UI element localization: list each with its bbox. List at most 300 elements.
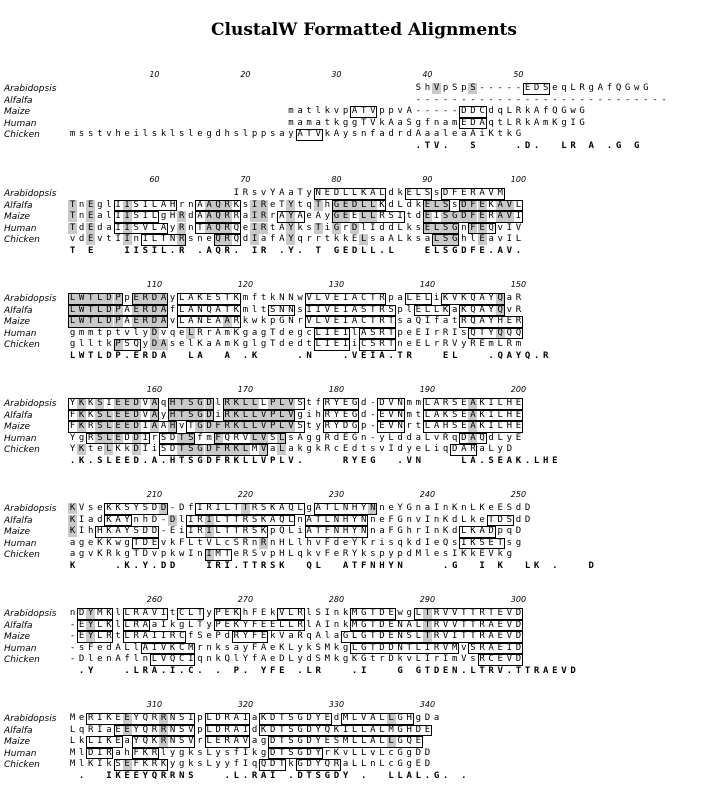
consensus-residue: . [215, 665, 221, 676]
residue: R [133, 619, 139, 630]
residue: E [342, 398, 349, 408]
residue: E [461, 409, 467, 420]
residue: l [324, 631, 331, 641]
residue: H [406, 713, 412, 723]
residue: e [233, 549, 240, 559]
residue: K [260, 514, 267, 525]
residue: s [288, 432, 294, 443]
residue: - [497, 94, 503, 105]
residue: V [306, 293, 312, 303]
residue: D [342, 421, 349, 431]
residue: S [251, 549, 258, 559]
residue: R [324, 409, 331, 420]
residue: N [361, 526, 367, 536]
residue: T [461, 619, 467, 630]
residue: S [215, 293, 221, 303]
consensus-residue: T [306, 770, 312, 781]
residue: C [179, 631, 185, 641]
residue: L [515, 199, 522, 210]
residue: R [224, 724, 230, 735]
residue: L [288, 514, 294, 525]
residue: A [160, 222, 167, 233]
residue: t [106, 234, 112, 244]
residue: H [169, 211, 176, 221]
residue: E [342, 409, 349, 420]
residue: E [115, 713, 121, 723]
residue: g [179, 759, 185, 769]
residue: L [388, 432, 394, 443]
residue: E [224, 619, 230, 630]
residue: k [333, 654, 340, 664]
residue: G [279, 316, 285, 326]
residue: - [579, 94, 585, 105]
residue: - [506, 94, 513, 105]
species-label: Chicken [4, 235, 40, 245]
residue: I [506, 642, 513, 653]
residue: E [260, 619, 267, 630]
consensus-residue: D [588, 560, 594, 571]
residue: d [515, 514, 522, 525]
residue: f [169, 304, 176, 315]
consensus-residue: D [333, 770, 340, 781]
residue: L [415, 188, 422, 198]
residue: r [197, 736, 203, 746]
residue: E [424, 724, 431, 735]
consensus-residue: . [279, 245, 285, 256]
residue: Q [206, 304, 212, 315]
residue: w [634, 83, 640, 93]
residue: k [524, 106, 531, 116]
residue: L [251, 432, 258, 443]
residue: T [279, 713, 285, 723]
residue: a [288, 631, 294, 641]
residue: V [388, 421, 394, 431]
residue: d [415, 537, 422, 548]
residue: E [406, 188, 412, 198]
residue: G [297, 747, 303, 758]
residue: C [488, 654, 494, 664]
residue: M [342, 736, 349, 746]
residue: d [406, 549, 412, 559]
residue: t [497, 129, 503, 139]
residue: g [415, 713, 422, 723]
residue: K [361, 188, 367, 198]
residue: D [270, 759, 276, 769]
residue: L [206, 759, 212, 769]
residue: Y [88, 608, 94, 618]
residue: L [424, 409, 431, 420]
residue: A [215, 304, 221, 315]
residue: D [215, 724, 221, 735]
residue: K [169, 642, 176, 653]
residue: v [497, 234, 503, 244]
consensus-residue: L [461, 455, 467, 466]
residue: d [106, 642, 112, 653]
consensus-residue: A [543, 665, 549, 676]
consensus-residue: D [206, 455, 212, 466]
residue: K [97, 549, 103, 559]
residue: Y [88, 631, 94, 641]
residue: K [351, 654, 358, 664]
residue: D [206, 421, 212, 431]
residue: A [351, 293, 358, 303]
residue: T [88, 293, 94, 303]
residue: K [69, 503, 76, 513]
residue: L [279, 619, 285, 630]
residue: G [397, 747, 403, 758]
residue: S [142, 503, 149, 513]
residue: I [442, 654, 449, 664]
consensus-residue: A [506, 350, 513, 361]
consensus-residue: H [543, 455, 549, 466]
residue: S [361, 304, 367, 315]
residue: s [370, 444, 376, 454]
consensus-residue: . [533, 350, 540, 361]
consensus-residue: F [215, 455, 221, 466]
residue: - [69, 619, 76, 630]
residue: t [306, 398, 312, 408]
residue: M [351, 608, 358, 618]
consensus-residue: D [133, 455, 139, 466]
residue: A [488, 642, 494, 653]
residue: G [297, 713, 303, 723]
residue: R [179, 222, 185, 233]
consensus-residue: E [133, 770, 139, 781]
residue: S [315, 654, 321, 664]
residue: I [424, 327, 431, 338]
residue: L [188, 537, 194, 548]
residue: V [506, 654, 513, 664]
residue: - [597, 94, 604, 105]
residue: d [224, 631, 230, 641]
species-label: Arabidopsis [4, 189, 57, 199]
residue: - [69, 654, 76, 664]
residue: D [388, 642, 394, 653]
residue: k [333, 117, 340, 128]
residue: s [78, 642, 85, 653]
ruler-number: 120 [237, 280, 254, 289]
residue: Q [233, 222, 240, 233]
residue: A [479, 304, 485, 315]
residue: I [242, 724, 249, 735]
residue: g [260, 327, 267, 338]
residue: G [197, 444, 203, 454]
consensus-residue: F [361, 560, 367, 571]
ruler-number: 150 [510, 280, 527, 289]
residue: L [106, 444, 112, 454]
residue: Y [315, 759, 321, 769]
residue: E [515, 409, 522, 420]
residue: W [78, 293, 85, 303]
ruler-number: 270 [237, 595, 254, 604]
consensus-residue: V [260, 455, 267, 466]
residue: V [260, 432, 267, 443]
residue: K [69, 526, 76, 536]
ruler-number: 230 [328, 490, 345, 499]
residue: V [433, 83, 440, 93]
residue: K [479, 398, 485, 408]
residue: E [424, 211, 431, 221]
residue: w [115, 537, 121, 548]
residue: g [179, 747, 185, 758]
residue: I [452, 327, 458, 338]
residue: Y [333, 421, 340, 431]
residue: I [324, 339, 331, 349]
residue: A [115, 654, 121, 664]
residue: H [279, 549, 285, 559]
residue: K [379, 199, 385, 210]
residue: I [206, 514, 212, 525]
consensus-residue: A [342, 560, 349, 571]
residue: e [179, 327, 185, 338]
residue: K [442, 293, 449, 303]
residue: D [169, 444, 176, 454]
residue: S [97, 398, 103, 408]
residue: r [379, 654, 385, 664]
residue: F [324, 537, 331, 548]
residue: I [78, 514, 85, 525]
residue: s [452, 199, 458, 210]
residue: L [97, 619, 103, 630]
residue: S [424, 188, 431, 198]
residue: G [452, 222, 458, 233]
consensus-residue: Q [524, 350, 531, 361]
residue: L [288, 526, 294, 536]
residue: A [188, 304, 194, 315]
residue: R [379, 211, 385, 221]
consensus-residue: G [615, 140, 622, 151]
residue: S [188, 398, 194, 408]
residue: a [461, 129, 467, 139]
residue: L [151, 654, 158, 664]
residue: E [479, 222, 485, 233]
residue: g [260, 747, 267, 758]
residue: V [452, 608, 458, 618]
residue: A [160, 316, 167, 326]
residue: Q [497, 327, 503, 338]
consensus-residue: K [279, 560, 285, 571]
residue: P [215, 619, 221, 630]
residue: G [406, 503, 412, 513]
residue: D [106, 316, 112, 326]
residue: y [306, 188, 312, 198]
residue: M [69, 759, 76, 769]
consensus-residue: Y [351, 455, 358, 466]
residue: K [78, 398, 85, 408]
residue: N [197, 316, 203, 326]
residue: G [561, 106, 567, 116]
consensus-residue: T [397, 350, 403, 361]
consensus-residue: D [524, 140, 531, 151]
residue: y [461, 339, 467, 349]
residue: P [270, 421, 276, 431]
residue: L [361, 736, 367, 746]
residue: T [133, 537, 139, 548]
residue: D [515, 526, 522, 536]
consensus-residue: . [442, 560, 449, 571]
consensus-residue: L [370, 245, 376, 256]
residue: K [233, 608, 240, 618]
residue: L [242, 421, 249, 431]
residue: K [106, 503, 112, 513]
consensus-residue: L [306, 665, 312, 676]
residue: L [351, 759, 358, 769]
residue: L [397, 222, 403, 233]
residue: d [251, 724, 258, 735]
residue: s [370, 549, 376, 559]
residue: L [351, 642, 358, 653]
residue: g [78, 537, 85, 548]
consensus-residue: L [388, 245, 394, 256]
residue: L [433, 304, 440, 315]
residue: p [397, 327, 403, 338]
residue: L [424, 293, 431, 303]
residue: n [361, 432, 367, 443]
residue: N [169, 713, 176, 723]
residue: L [424, 304, 431, 315]
residue: Q [497, 304, 503, 315]
residue: A [497, 211, 503, 221]
residue: V [151, 608, 158, 618]
residue: E [88, 234, 94, 244]
residue: D [424, 713, 431, 723]
residue: I [206, 549, 212, 559]
residue: t [115, 327, 121, 338]
residue: e [379, 514, 385, 525]
residue: q [306, 631, 312, 641]
consensus-residue: . [361, 770, 367, 781]
residue: A [142, 608, 149, 618]
residue: L [251, 409, 258, 420]
residue: M [388, 724, 394, 735]
residue: p [197, 724, 203, 735]
residue: v [124, 327, 130, 338]
residue: F [69, 421, 76, 431]
residue: g [406, 747, 412, 758]
residue: R [106, 631, 112, 641]
residue: A [260, 654, 267, 664]
ruler-number: 320 [237, 700, 254, 709]
residue: q [160, 398, 167, 408]
consensus-residue: R [342, 455, 349, 466]
residue: K [488, 199, 494, 210]
residue: A [188, 293, 194, 303]
residue: Q [142, 736, 149, 746]
residue: E [260, 631, 267, 641]
residue: I [142, 211, 149, 221]
residue: D [379, 631, 385, 641]
residue: S [124, 503, 130, 513]
residue: m [206, 432, 212, 443]
residue: F [470, 199, 476, 210]
residue: K [233, 421, 240, 431]
residue: a [342, 759, 349, 769]
residue: e [97, 654, 103, 664]
residue: I [188, 514, 194, 525]
residue: E [333, 339, 340, 349]
residue: R [515, 293, 522, 303]
ruler-number: 60 [149, 175, 160, 184]
residue: L [215, 514, 221, 525]
residue: T [279, 747, 285, 758]
residue: A [279, 503, 285, 513]
residue: k [470, 514, 476, 525]
residue: N [315, 188, 321, 198]
residue: E [388, 608, 394, 618]
residue: K [233, 619, 240, 630]
residue: r [297, 316, 303, 326]
residue: p [361, 421, 367, 431]
residue: W [78, 304, 85, 315]
residue: v [106, 129, 112, 139]
residue: L [351, 631, 358, 641]
residue: t [324, 234, 331, 244]
consensus-residue: . [160, 455, 167, 466]
residue: A [306, 526, 312, 536]
consensus-residue: S [188, 770, 194, 781]
residue: I [324, 608, 331, 618]
residue: q [251, 759, 258, 769]
residue: R [515, 316, 522, 326]
consensus-residue: L [251, 455, 258, 466]
residue: d [388, 199, 394, 210]
residue: T [370, 608, 376, 618]
consensus-residue: I [124, 245, 130, 256]
consensus-residue: T [251, 560, 258, 571]
residue: a [251, 327, 258, 338]
residue: Y [124, 526, 130, 536]
consensus-residue: . [297, 455, 303, 466]
residue: - [606, 94, 613, 105]
residue: T [315, 222, 321, 233]
residue: Q [470, 316, 476, 326]
residue: E [515, 398, 522, 408]
consensus-residue: . [242, 350, 249, 361]
residue: R [224, 713, 230, 723]
consensus-residue: A [379, 350, 385, 361]
residue: k [406, 537, 412, 548]
residue: - [488, 83, 494, 93]
residue: A [488, 619, 494, 630]
residue: v [260, 188, 267, 198]
residue: K [233, 339, 240, 349]
consensus-residue: V [433, 140, 440, 151]
consensus-residue: S [488, 455, 494, 466]
residue: R [206, 503, 212, 513]
residue: D [151, 526, 158, 536]
consensus-residue: R [260, 245, 267, 256]
residue: e [78, 713, 85, 723]
residue: y [169, 222, 176, 233]
residue: v [151, 549, 158, 559]
species-label: Alfalfa [4, 620, 33, 631]
residue: L [506, 117, 513, 128]
consensus-residue: . [133, 560, 139, 571]
residue: R [233, 211, 240, 221]
residue: L [124, 631, 130, 641]
residue: l [470, 234, 476, 244]
residue: I [251, 199, 258, 210]
residue: L [188, 327, 194, 338]
residue: K [106, 736, 112, 746]
residue: E [124, 409, 130, 420]
residue: V [442, 608, 449, 618]
residue: L [433, 234, 440, 244]
residue: E [115, 736, 121, 746]
residue: Q [470, 293, 476, 303]
residue: g [306, 432, 312, 443]
residue: i [351, 339, 358, 349]
